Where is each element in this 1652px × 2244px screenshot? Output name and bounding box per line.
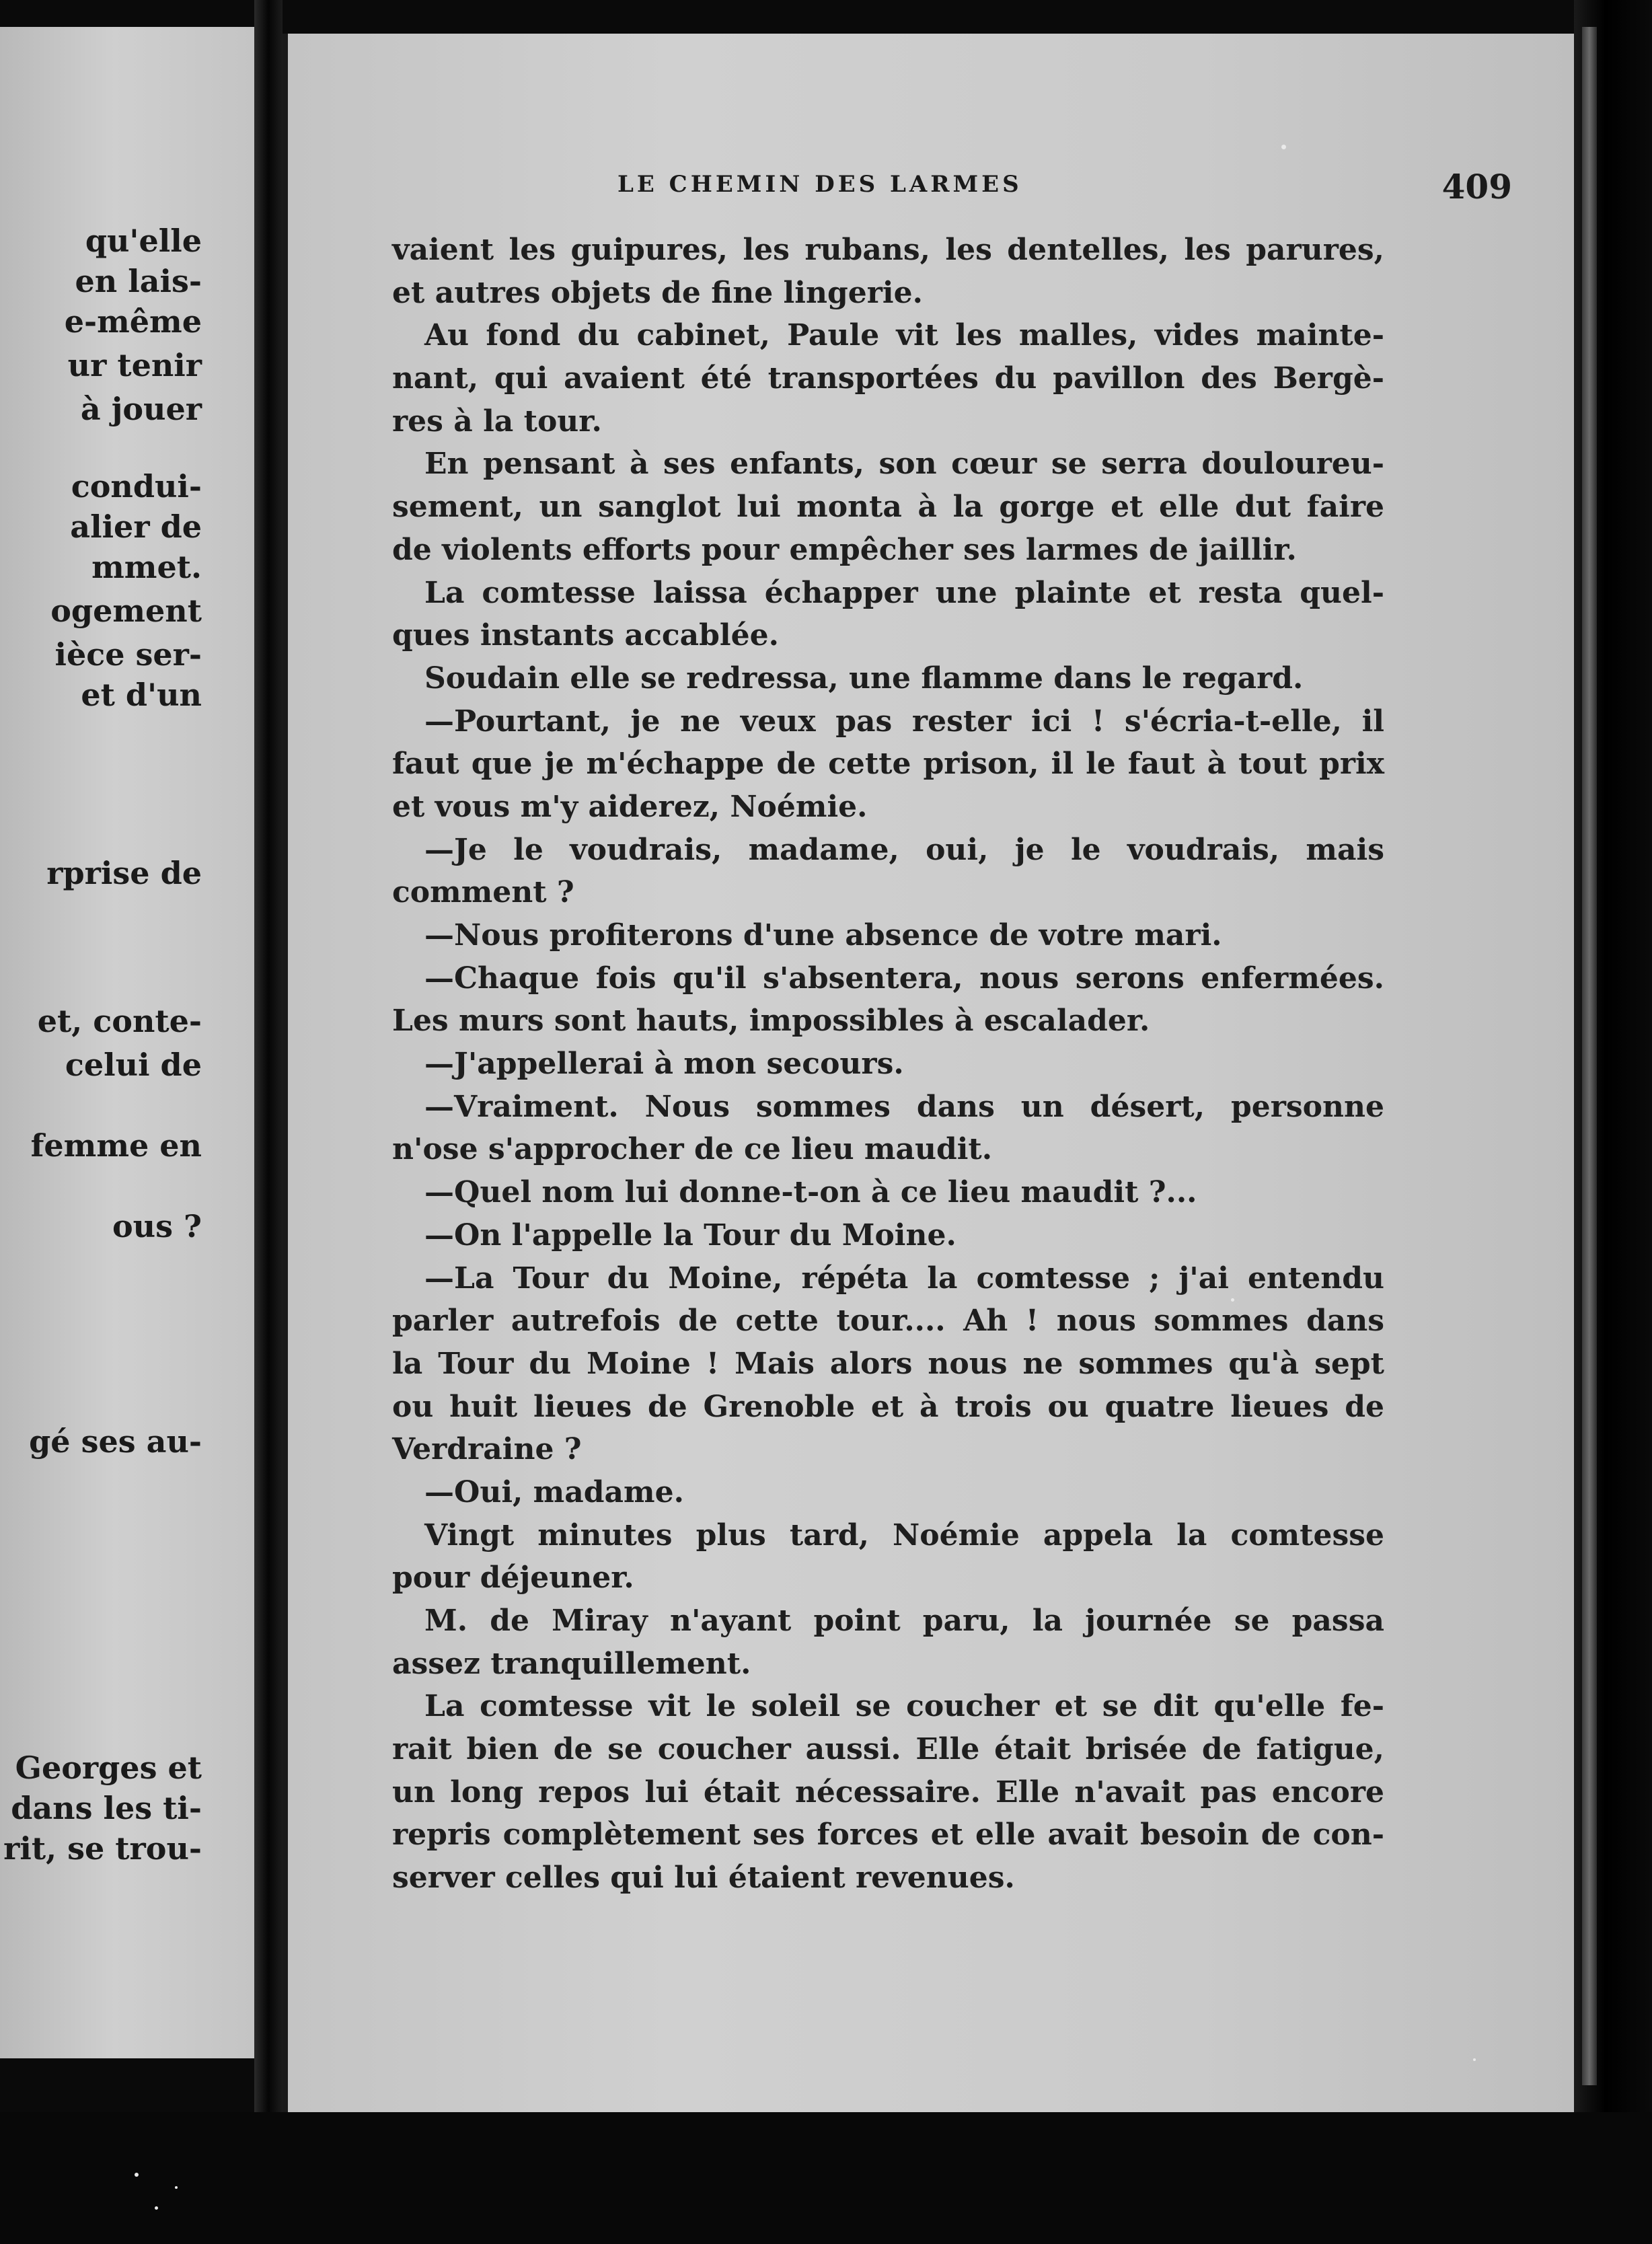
- text-line: server celles qui lui étaient revenues.: [392, 1861, 1015, 1896]
- text-line: Au fond du cabinet, Paule vit les malles, vides mainte-: [424, 318, 1384, 353]
- fragment-line: à jouer: [80, 391, 202, 427]
- text-line: faut que je m'échappe de cette prison, il le faut à tout prix: [392, 747, 1384, 782]
- body-text: [392, 229, 1384, 1900]
- fragment-line: femme en: [30, 1127, 202, 1164]
- text-line: M. de Miray n'ayant point paru, la journée se passa: [424, 1604, 1384, 1638]
- text-line: Les murs sont hauts, impossibles à escalader.: [392, 1004, 1150, 1039]
- text-line: —Je le voudrais, madame, oui, je le voudrais, mais: [424, 832, 1384, 867]
- text-line: Vingt minutes plus tard, Noémie appela la comtesse: [424, 1518, 1384, 1553]
- book-page: [283, 34, 1579, 2112]
- text-line: Soudain elle se redressa, une flamme dans le regard.: [424, 661, 1304, 696]
- text-line: —Oui, madame.: [424, 1474, 684, 1509]
- fragment-line: en lais-: [75, 263, 202, 299]
- fragment-line: ièce ser-: [54, 636, 202, 673]
- text-line: —La Tour du Moine, répéta la comtesse ; j'ai entendu: [424, 1261, 1384, 1296]
- fragment-line: ogement: [50, 593, 202, 629]
- text-line: —Nous profiterons d'une absence de votre mari.: [424, 918, 1222, 952]
- running-title: LE CHEMIN DES LARMES: [617, 171, 1022, 198]
- text-line: —Vraiment. Nous sommes dans un désert, personne: [424, 1089, 1384, 1124]
- text-line: La comtesse vit le soleil se coucher et se dit qu'elle fe-: [424, 1689, 1384, 1724]
- fragment-line: celui de: [65, 1047, 202, 1083]
- text-line: res à la tour.: [392, 404, 602, 439]
- text-line: sement, un sanglot lui monta à la gorge et elle dut faire: [392, 490, 1384, 525]
- text-line: ques instants accablée.: [392, 618, 779, 653]
- fragment-line: rprise de: [46, 855, 202, 891]
- previous-page-fragment: [0, 27, 254, 2058]
- page-header: [396, 167, 1539, 207]
- scan-speck: [155, 2206, 158, 2210]
- fragment-line: Georges et: [15, 1750, 202, 1786]
- page-edge: [1582, 27, 1597, 2085]
- scan-speck: [1231, 1298, 1234, 1302]
- text-line: —Pourtant, je ne veux pas rester ici ! s'écria-t-elle, il: [424, 704, 1384, 739]
- text-line: ou huit lieues de Grenoble et à trois ou quatre lieues de: [392, 1389, 1384, 1424]
- text-line: La comtesse laissa échapper une plainte et resta quel-: [424, 575, 1384, 610]
- text-line: nant, qui avaient été transportées du pavillon des Bergè-: [392, 361, 1384, 396]
- fragment-line: ous ?: [112, 1208, 202, 1244]
- fragment-line: alier de: [70, 509, 202, 545]
- text-line: un long repos lui était nécessaire. Elle n'avait pas encore: [392, 1774, 1384, 1809]
- fragment-line: rit, se trou-: [3, 1830, 202, 1867]
- page-gutter: [254, 0, 283, 2244]
- text-line: rait bien de se coucher aussi. Elle était brisée de fatigue,: [392, 1732, 1384, 1767]
- text-line: pour déjeuner.: [392, 1561, 634, 1596]
- fragment-line: condui-: [71, 468, 202, 504]
- text-line: comment ?: [392, 875, 574, 910]
- fragment-line: et, conte-: [37, 1003, 202, 1039]
- fragment-line: gé ses au-: [29, 1423, 202, 1460]
- fragment-line: e-même: [64, 303, 202, 340]
- text-line: Verdraine ?: [392, 1432, 582, 1467]
- text-line: —Quel nom lui donne-t-on à ce lieu maudit ?...: [424, 1175, 1197, 1210]
- fragment-line: et d'un: [81, 677, 202, 713]
- text-line: n'ose s'approcher de ce lieu maudit.: [392, 1132, 993, 1167]
- text-line: et autres objets de fine lingerie.: [392, 275, 923, 310]
- text-line: —On l'appelle la Tour du Moine.: [424, 1218, 956, 1252]
- text-line: —J'appellerai à mon secours.: [424, 1047, 904, 1082]
- text-line: —Chaque fois qu'il s'absentera, nous serons enfermées.: [424, 961, 1384, 996]
- text-line: assez tranquillement.: [392, 1646, 751, 1681]
- scan-speck: [1473, 2058, 1476, 2061]
- text-line: et vous m'y aiderez, Noémie.: [392, 789, 868, 824]
- scan-speck: [1281, 145, 1286, 149]
- fragment-line: qu'elle: [85, 223, 202, 259]
- text-line: de violents efforts pour empêcher ses larmes de jaillir.: [392, 532, 1297, 567]
- fragment-line: ur tenir: [67, 347, 202, 383]
- scan-speck: [175, 2186, 178, 2189]
- text-line: parler autrefois de cette tour.... Ah ! nous sommes dans: [392, 1304, 1384, 1339]
- scanner-bottom: [0, 2112, 1652, 2244]
- page-number: 409: [1441, 167, 1512, 207]
- text-line: repris complètement ses forces et elle avait besoin de con-: [392, 1818, 1384, 1853]
- fragment-line: dans les ti-: [11, 1790, 202, 1826]
- fragment-line: mmet.: [91, 549, 202, 585]
- text-line: vaient les guipures, les rubans, les dentelles, les parures,: [392, 233, 1384, 267]
- scan-speck: [135, 2173, 139, 2177]
- text-line: la Tour du Moine ! Mais alors nous ne sommes qu'à sept: [392, 1346, 1384, 1381]
- text-line: En pensant à ses enfants, son cœur se serra douloureu-: [424, 447, 1384, 482]
